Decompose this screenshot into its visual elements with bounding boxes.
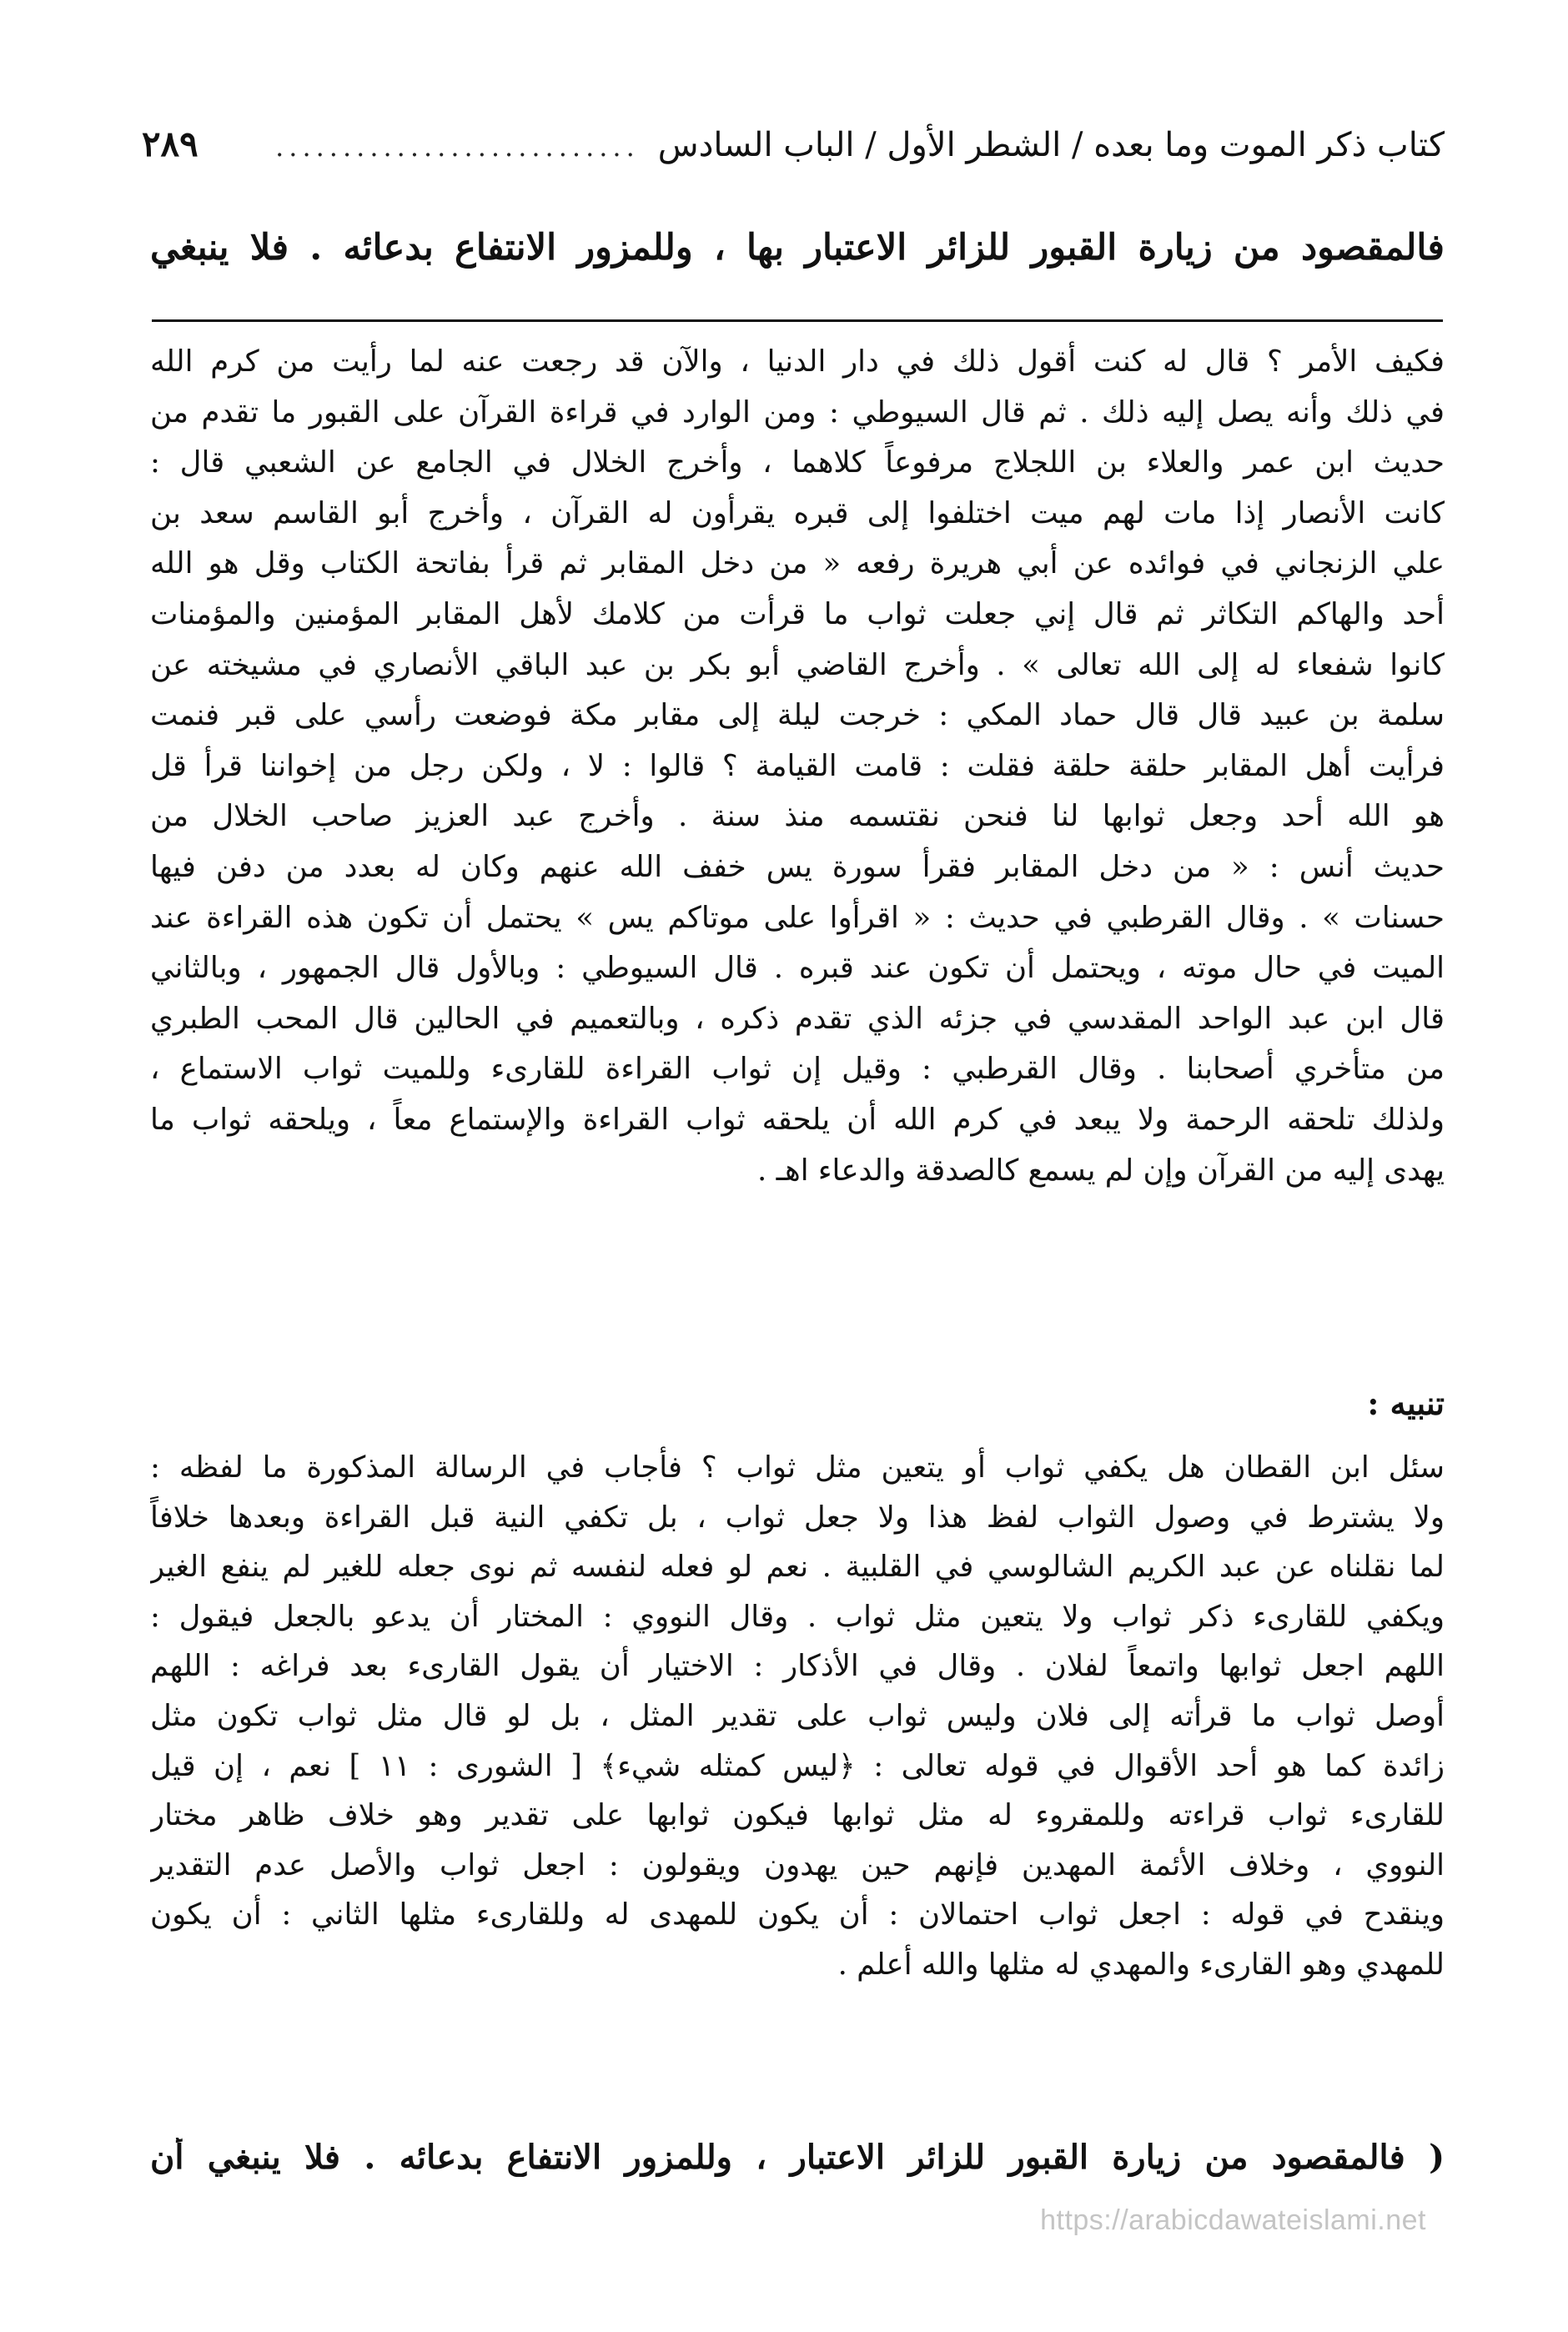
- notice-line: ولا يشترط في وصول الثواب لفظ هذا ولا جعل ثواب ، بل تكفي النية قبل القراءة وبعدها خلافاً: [150, 1500, 1445, 1535]
- notice-line: سئل ابن القطان هل يكفي ثواب أو يتعين مثل ثواب ؟ فأجاب في الرسالة المذكورة ما لفظه :: [150, 1450, 1445, 1485]
- header-title: كتاب ذكر الموت وما بعده / الشطر الأول / الباب السادس: [657, 126, 1445, 164]
- commentary-line: ولذلك تلحقه الرحمة ولا يبعد في كرم الله أن يلحقه ثواب القراءة والإستماع معاً ، ويلحقه ثواب ما: [150, 1102, 1445, 1137]
- notice-line: للمهدي وهو القارىء والمهدي له مثلها والله أعلم .: [837, 1947, 1445, 1982]
- commentary-line: أحد والهاكم التكاثر ثم قال إني جعلت ثواب ما قرأت من كلامك لأهل المقابر المؤمنين والمؤمنات: [150, 596, 1445, 631]
- notice-line: ويكفي للقارىء ذكر ثواب ولا يتعين مثل ثواب . وقال النووي : المختار أن يدعو بالجعل فيقول :: [150, 1599, 1445, 1634]
- commentary-line: حسنات » . وقال القرطبي في حديث : « اقرأوا على موتاكم يس » يحتمل أن تكون هذه القراءة عند: [150, 900, 1445, 935]
- commentary-line: حديث ابن عمر والعلاء بن اللجلاج مرفوعاً كلاهما ، وأخرج الخلال في الجامع عن الشعبي قال :: [150, 445, 1445, 480]
- notice-line: وينقدح في قوله : اجعل ثواب احتمالان : أن يكون للمهدى له وللقارىء مثلها الثاني : أن يكون: [150, 1897, 1445, 1932]
- commentary-line: هو الله أحد وجعل ثوابها لنا فنحن نقتسمه منذ سنة . وأخرج عبد العزيز صاحب الخلال من: [150, 799, 1445, 834]
- divider: [152, 319, 1443, 322]
- commentary-line: سلمة بن عبيد قال قال حماد المكي : خرجت ليلة إلى مقابر مكة فوضعت رأسي على قبر فنمت: [150, 698, 1445, 733]
- commentary-line: كانوا شفعاء له إلى الله تعالى » . وأخرج القاضي أبو بكر بن عبد الباقي الأنصاري في مشيخته عن: [150, 647, 1445, 682]
- notice-heading: تنبيه :: [1367, 1385, 1445, 1422]
- commentary-block: [150, 337, 1445, 1196]
- notice-line: للقارىء ثواب قراءته وللمقروء له مثل ثوابها فيكون ثوابها على تقدير وهو خلاف ظاهر مختار: [150, 1798, 1445, 1833]
- running-header: [142, 123, 1445, 173]
- commentary-line: الميت في حال موته ، ويحتمل أن تكون عند قبره . قال السيوطي : وبالأول قال الجمهور ، وبالثاني: [150, 951, 1445, 986]
- notice-line: النووي ، وخلاف الأئمة المهدين فإنهم حين يهدون ويقولون : اجعل ثواب والأصل عدم التقدير: [150, 1847, 1445, 1882]
- header-leader-dots: ...........................: [275, 131, 640, 163]
- watermark-url: https://arabicdawateislami.net: [1040, 2204, 1426, 2236]
- notice-line: اللهم اجعل ثوابها واتمعاً لفلان . وقال في الأذكار : الاختيار أن يقول القارىء بعد فراغه : اللهم: [150, 1649, 1445, 1684]
- commentary-line: علي الزنجاني في فوائده عن أبي هريرة رفعه « من دخل المقابر ثم قرأ بفاتحة الكتاب وقل هو الله: [150, 546, 1445, 581]
- main-text: فالمقصود من زيارة القبور للزائر الاعتبار بها ، وللمزور الانتفاع بدعائه . فلا ينبغي: [150, 227, 1445, 269]
- commentary-line: فرأيت أهل المقابر حلقة حلقة فقلت : قامت القيامة ؟ قالوا : لا ، ولكن رجل من إخواننا قرأ قل: [150, 748, 1445, 783]
- commentary-line: فكيف الأمر ؟ قال له كنت أقول ذلك في دار الدنيا ، والآن قد رجعت عنه لما رأيت من كرم الله: [150, 344, 1445, 379]
- commentary-line: حديث أنس : « من دخل المقابر فقرأ سورة يس خفف الله عنهم وكان له بعدد من دفن فيها: [150, 849, 1445, 884]
- notice-line: أوصل ثواب ما قرأته إلى فلان وليس ثواب على تقدير المثل ، بل لو قال مثل ثواب تكون مثل: [150, 1698, 1445, 1733]
- commentary-line: كانت الأنصار إذا مات لهم ميت اختلفوا إلى قبره يقرأون له القرآن ، وأخرج أبو القاسم سعد بن: [150, 495, 1445, 530]
- commentary-line: يهدى إليه من القرآن وإن لم يسمع كالصدقة والدعاء اهـ .: [757, 1153, 1445, 1188]
- notice-line: لما نقلناه عن عبد الكريم الشالوسي في القلبية . نعم لو فعله لنفسه ثم نوى جعله للغير لم ينفع الغير: [150, 1550, 1445, 1585]
- commentary-line: قال ابن عبد الواحد المقدسي في جزئه الذي تقدم ذكره ، وبالتعميم في الحالين قال المحب الطبري: [150, 1001, 1445, 1036]
- commentary-line: في ذلك وأنه يصل إليه ذلك . ثم قال السيوطي : ومن الوارد في قراءة القرآن على القبور ما تقدم من: [150, 395, 1445, 430]
- notice-line: زائدة كما هو أحد الأقوال في قوله تعالى : ﴿ليس كمثله شيء﴾ [ الشورى : ١١ ] نعم ، إن قيل: [150, 1748, 1445, 1783]
- page-number: ٢٨٩: [142, 123, 199, 164]
- notice-block: [150, 1443, 1445, 1990]
- commentary-line: من متأخري أصحابنا . وقال القرطبي : وقيل إن ثواب القراءة للقارىء وللميت ثواب الاستماع ،: [150, 1052, 1445, 1087]
- bottom-main-text: ( فالمقصود من زيارة القبور للزائر الاعتبار ، وللمزور الانتفاع بدعائه . فلا ينبغي أن: [150, 2138, 1445, 2177]
